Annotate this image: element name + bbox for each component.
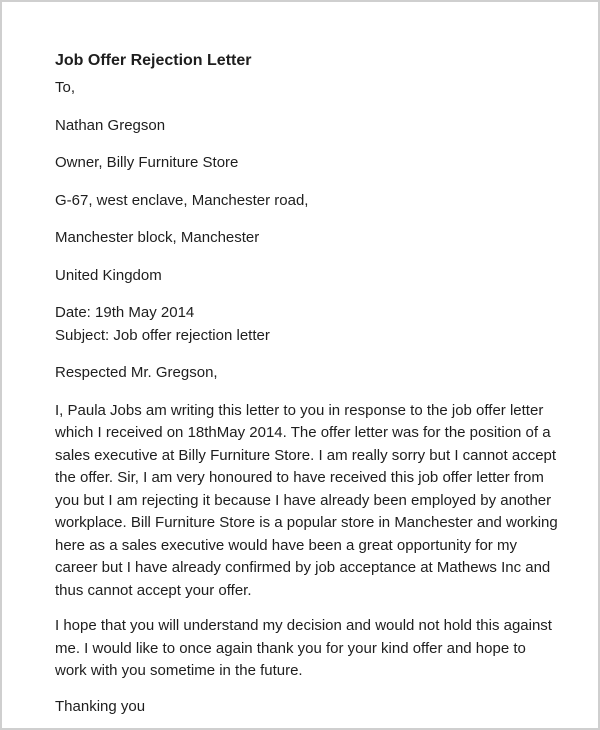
recipient-line-address1: G-67, west enclave, Manchester road, (55, 191, 309, 209)
recipient-line-country: United Kingdom (55, 266, 162, 284)
body-paragraph-1: I, Paula Jobs am writing this letter to you in response to the job offer letter which I received on 18thMay 2014. The offer letter was for the position of a sales executive at Billy Furniture Store. I am really sorry but I cannot accept the offer. Sir, I am very honoured to have received this job offer letter from you but I am rejecting it because I have already been employed by another workplace. Bill Furniture Store is a popular store in Manchester and working here as a sales executive would have been a great opportunity for my career but I have already confirmed by job acceptance at Mathews Inc and thus cannot accept your offer. (55, 401, 558, 599)
letter-content (2, 2, 598, 728)
body-paragraph-2: I hope that you will understand my decision and would not hold this against me. I would like to once again thank you for your kind offer and hope to work with you sometime in the future. (55, 617, 552, 679)
date-line: Date: 19th May 2014 (55, 304, 195, 321)
date-subject-block (55, 302, 558, 347)
recipient-line-name: Nathan Gregson (55, 116, 166, 134)
recipient-line-role: Owner, Billy Furniture Store (55, 154, 239, 171)
letter-title: Job Offer Rejection Letter (55, 52, 252, 69)
recipient-to-label: To, (55, 79, 76, 96)
subject-line: Subject: Job offer rejection letter (55, 326, 270, 344)
salutation: Respected Mr. Gregson, (55, 364, 218, 381)
closing-line: Thanking you (55, 697, 146, 715)
recipient-line-address2: Manchester block, Manchester (55, 229, 260, 246)
